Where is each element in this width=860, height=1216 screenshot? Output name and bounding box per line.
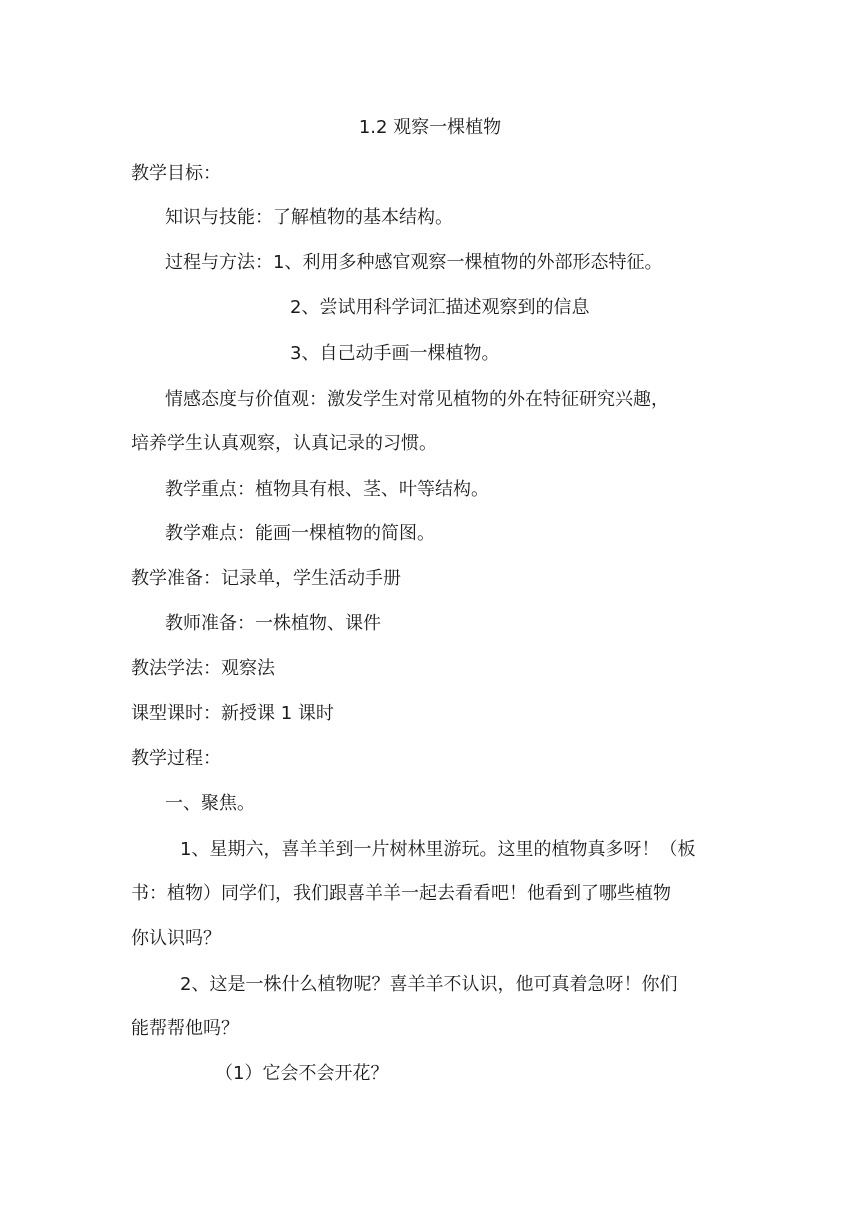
text-line: 培养学生认真观察，认真记录的习惯。 [131, 433, 437, 454]
text-line: 教法学法：观察法 [131, 658, 275, 679]
text-line: 教学难点：能画一棵植物的简图。 [165, 523, 435, 544]
text-line: 你认识吗？ [131, 928, 221, 949]
text-line: 2、这是一株什么植物呢？喜羊羊不认识，他可真着急呀！你们 [180, 974, 678, 995]
text-line: 1、星期六，喜羊羊到一片树林里游玩。这里的植物真多呀！（板 [180, 839, 696, 860]
text-line: （1）它会不会开花？ [215, 1063, 389, 1084]
page-title: 1.2 观察一棵植物 [358, 117, 502, 138]
text-line: 3、自己动手画一棵植物。 [290, 343, 500, 364]
text-line: 知识与技能：了解植物的基本结构。 [165, 207, 453, 228]
text-line: 书：植物）同学们，我们跟喜羊羊一起去看看吧！他看到了哪些植物 [131, 883, 671, 904]
text-line: 课型课时：新授课 1 课时 [131, 703, 334, 724]
text-line: 教学准备：记录单，学生活动手册 [131, 568, 401, 589]
text-line: 教师准备：一株植物、课件 [165, 613, 381, 634]
text-line: 能帮帮他吗？ [131, 1018, 239, 1039]
text-line: 教学过程： [131, 748, 221, 769]
text-line: 过程与方法：1、利用多种感官观察一棵植物的外部形态特征。 [165, 252, 663, 273]
text-line: 2、尝试用科学词汇描述观察到的信息 [290, 297, 590, 318]
text-line: 一、聚焦。 [165, 793, 255, 814]
text-line: 教学目标： [131, 163, 221, 184]
text-line: 教学重点：植物具有根、茎、叶等结构。 [165, 479, 489, 500]
text-line: 情感态度与价值观：激发学生对常见植物的外在特征研究兴趣， [165, 389, 669, 410]
